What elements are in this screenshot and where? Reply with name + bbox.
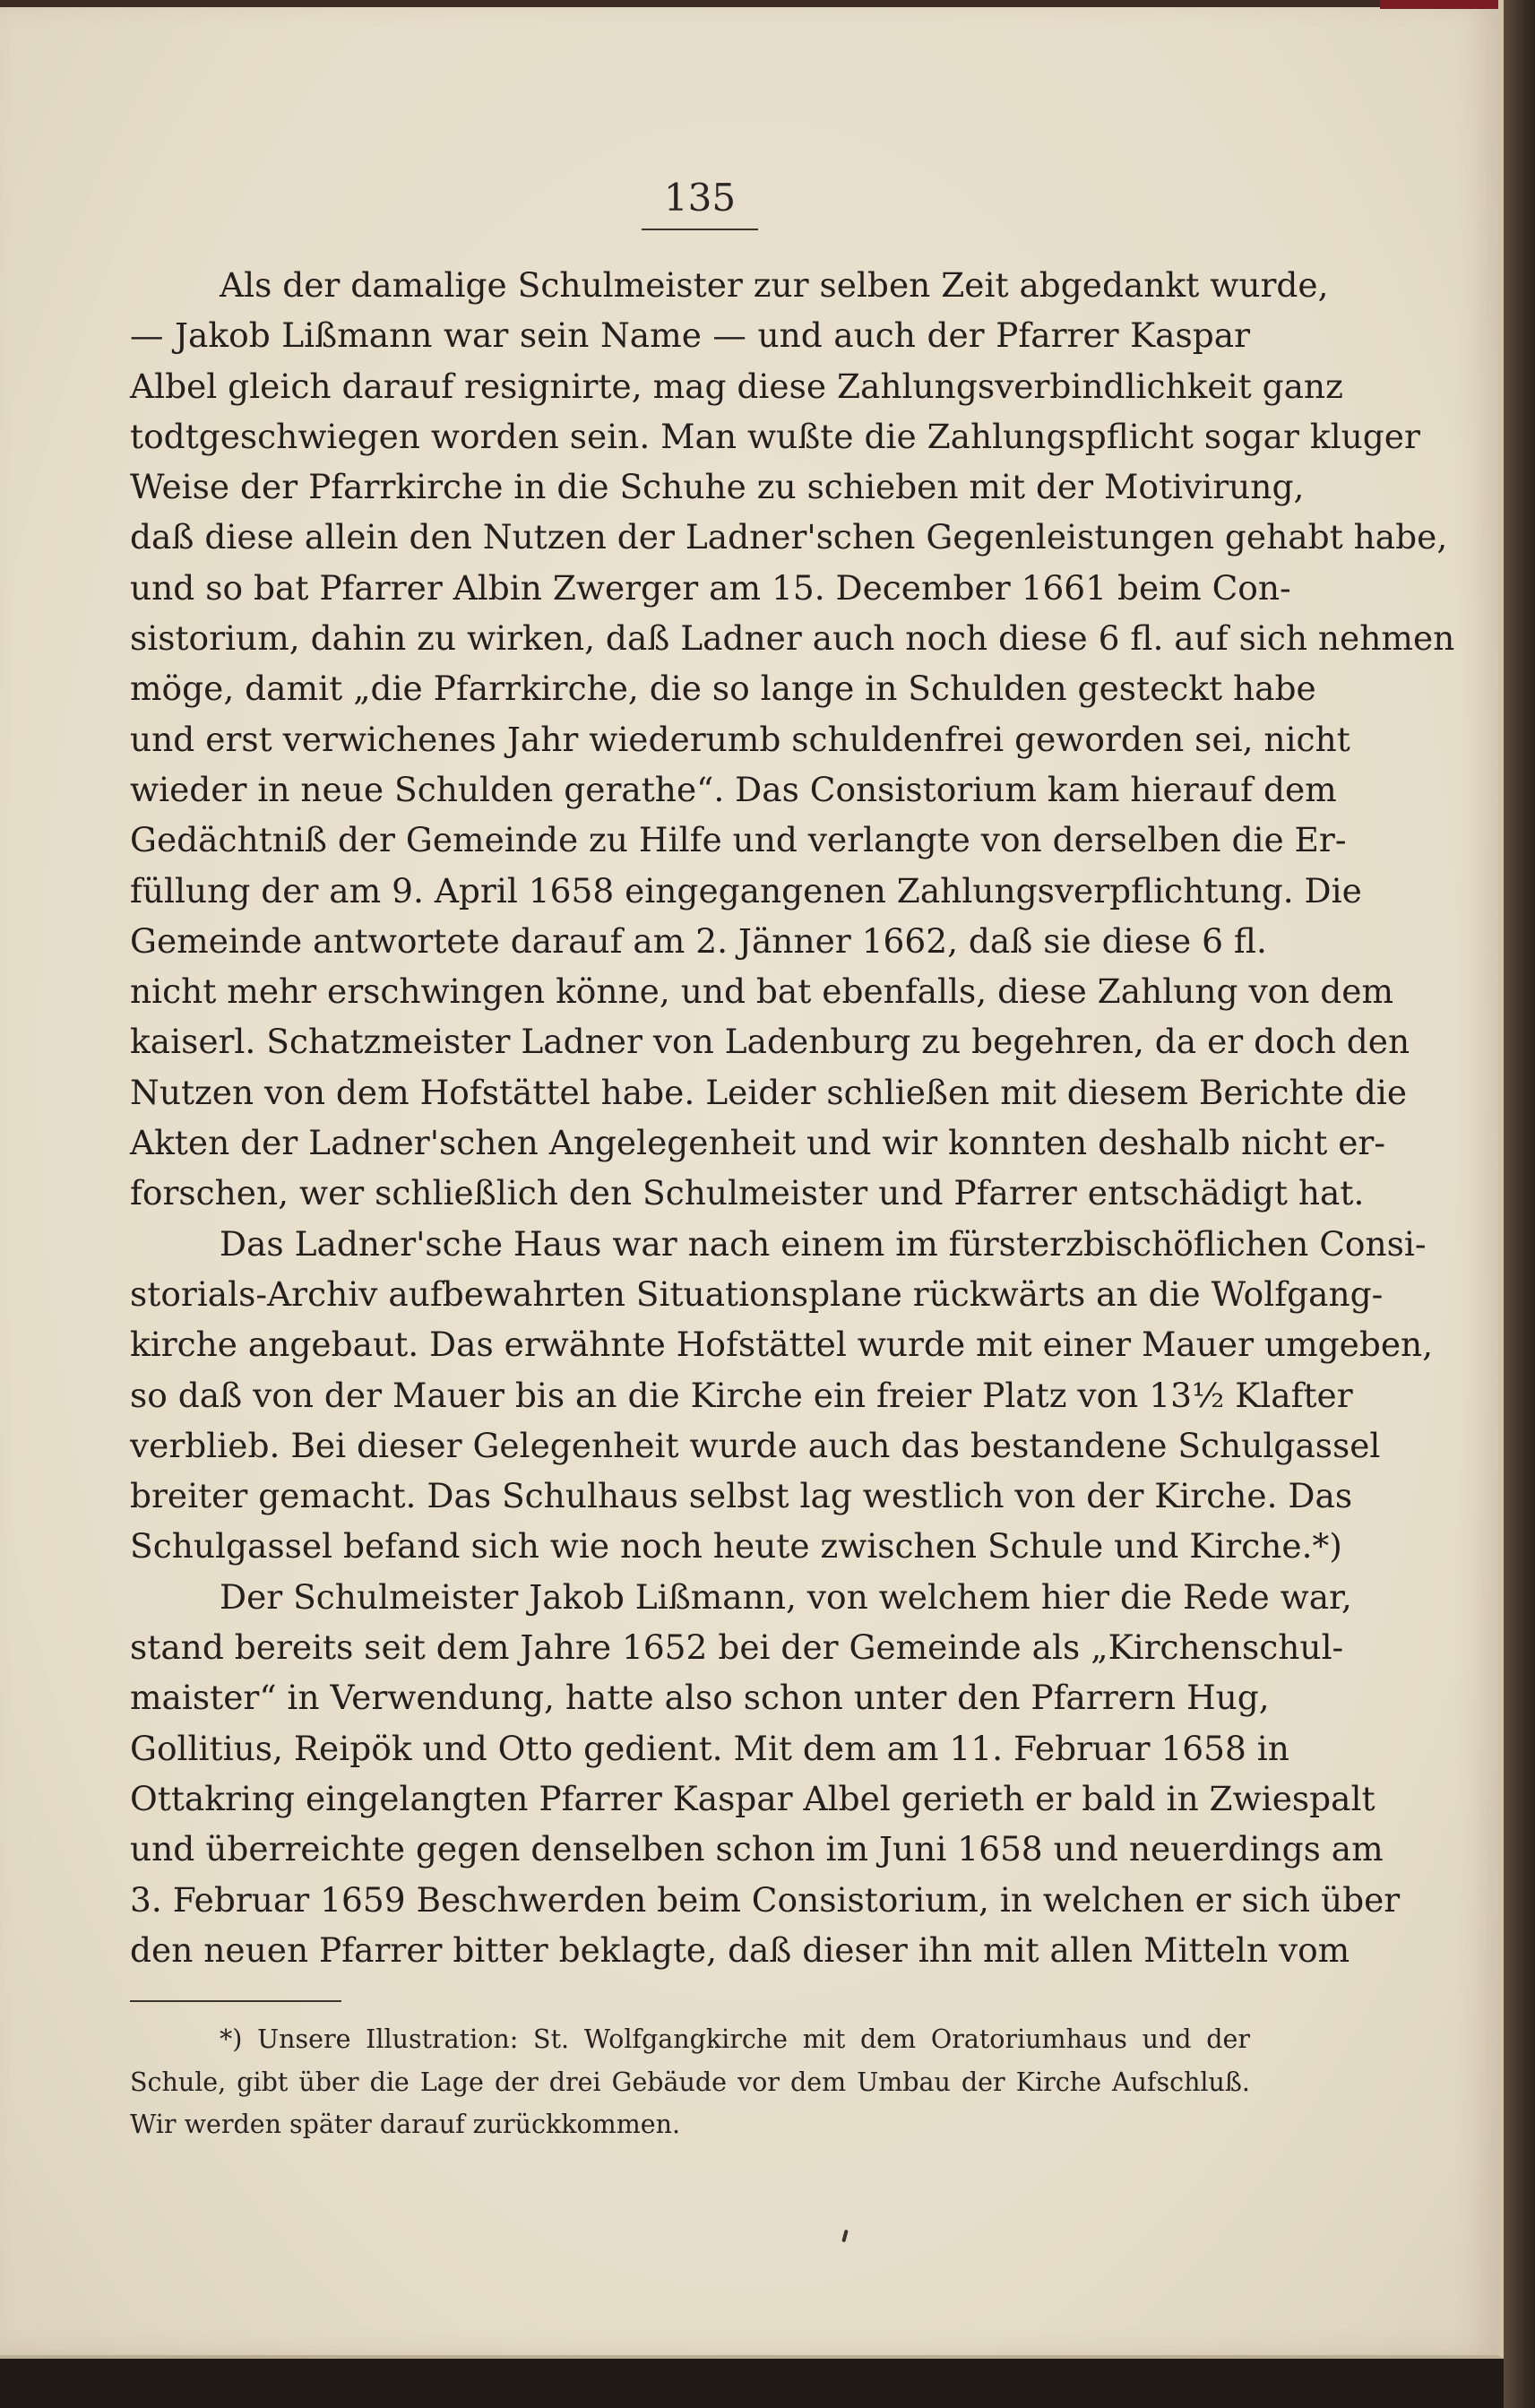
text-line: wieder in neue Schulden gerathe“. Das Consistorium kam hierauf dem bbox=[130, 769, 1337, 809]
text-line: Gollitius, Reipök und Otto gedient. Mit dem am 11. Februar 1658 in bbox=[130, 1728, 1289, 1768]
text-line: und überreichte gegen denselben schon im Juni 1658 und neuerdings am bbox=[130, 1829, 1384, 1869]
text-line: stand bereits seit dem Jahre 1652 bei der Gemeinde als „Kirchenschul- bbox=[130, 1627, 1344, 1668]
text-line: Akten der Ladner'schen Angelegenheit und wir konnten deshalb nicht er- bbox=[130, 1123, 1386, 1163]
text-line: storials-Archiv aufbewahrten Situationsplane rückwärts an die Wolfgang- bbox=[130, 1273, 1384, 1314]
footnote bbox=[130, 2018, 1250, 2146]
text-line: Schulgassel befand sich wie noch heute zwischen Schule und Kirche.*) bbox=[130, 1526, 1342, 1566]
text-line: Ottakring eingelangten Pfarrer Kaspar Albel gerieth er bald in Zwiespalt bbox=[130, 1778, 1375, 1818]
text-line: den neuen Pfarrer bitter beklagte, daß dieser ihn mit allen Mitteln vom bbox=[130, 1929, 1350, 1970]
body-text bbox=[130, 260, 1455, 1975]
book-spine-edge bbox=[1504, 0, 1535, 2408]
ink-speck bbox=[841, 2230, 848, 2243]
page-top-edge bbox=[0, 0, 1498, 7]
footnote-line: Wir werden später darauf zurückkommen. bbox=[130, 2110, 681, 2139]
text-line: breiter gemacht. Das Schulhaus selbst lag westlich von der Kirche. Das bbox=[130, 1476, 1353, 1516]
text-line: füllung der am 9. April 1658 eingegangenen Zahlungsverpflichtung. Die bbox=[130, 870, 1362, 911]
text-line: kaiserl. Schatzmeister Ladner von Ladenburg zu begehren, da er doch den bbox=[130, 1022, 1410, 1062]
footnote-line: Schule, gibt über die Lage der drei Gebäude vor dem Umbau der Kirche Aufschluß. bbox=[130, 2067, 1250, 2097]
text-line: Weise der Pfarrkirche in die Schuhe zu schieben mit der Motivirung, bbox=[130, 467, 1305, 507]
text-line: daß diese allein den Nutzen der Ladner'schen Gegenleistungen gehabt habe, bbox=[130, 517, 1448, 557]
text-line: so daß von der Mauer bis an die Kirche ein freier Platz von 13½ Klafter bbox=[130, 1375, 1353, 1415]
text-line: sistorium, dahin zu wirken, daß Ladner auch noch diese 6 fl. auf sich nehmen bbox=[130, 618, 1455, 659]
text-line: kirche angebaut. Das erwähnte Hofstättel wurde mit einer Mauer umgeben, bbox=[130, 1325, 1434, 1365]
text-line: Gemeinde antwortete darauf am 2. Jänner 1662, daß sie diese 6 fl. bbox=[130, 920, 1267, 961]
page-number: 135 bbox=[642, 176, 758, 230]
bookmark-ribbon-edge bbox=[1380, 0, 1498, 9]
text-line: nicht mehr erschwingen könne, und bat ebenfalls, diese Zahlung von dem bbox=[130, 971, 1394, 1012]
text-line: 3. Februar 1659 Beschwerden beim Consistorium, in welchen er sich über bbox=[130, 1879, 1401, 1920]
text-line: und so bat Pfarrer Albin Zwerger am 15. December 1661 beim Con- bbox=[130, 567, 1291, 608]
text-line: und erst verwichenes Jahr wiederumb schuldenfrei geworden sei, nicht bbox=[130, 719, 1350, 759]
text-line: — Jakob Lißmann war sein Name — und auch der Pfarrer Kaspar bbox=[130, 315, 1250, 356]
text-line: Nutzen von dem Hofstättel habe. Leider schließen mit diesem Berichte die bbox=[130, 1072, 1408, 1112]
text-line: möge, damit „die Pfarrkirche, die so lange in Schulden gesteckt habe bbox=[130, 669, 1316, 709]
text-line: Als der damalige Schulmeister zur selben Zeit abgedankt wurde, bbox=[220, 265, 1329, 305]
footnote-rule bbox=[130, 2000, 341, 2002]
text-line: maister“ in Verwendung, hatte also schon unter den Pfarrern Hug, bbox=[130, 1678, 1270, 1718]
text-line: forschen, wer schließlich den Schulmeister und Pfarrer entschädigt hat. bbox=[130, 1173, 1365, 1213]
text-line: Das Ladner'sche Haus war nach einem im fürsterzbischöflichen Consi- bbox=[220, 1223, 1427, 1264]
text-line: todtgeschwiegen worden sein. Man wußte die Zahlungspflicht sogar kluger bbox=[130, 416, 1420, 456]
text-line: Albel gleich darauf resignirte, mag diese Zahlungsverbindlichkeit ganz bbox=[130, 366, 1343, 406]
footnote-line: *) Unsere Illustration: St. Wolfgangkirche mit dem Oratoriumhaus und der bbox=[220, 2024, 1250, 2054]
text-line: verblieb. Bei dieser Gelegenheit wurde auch das bestandene Schulgassel bbox=[130, 1425, 1381, 1465]
text-line: Gedächtniß der Gemeinde zu Hilfe und verlangte von derselben die Er- bbox=[130, 820, 1347, 860]
text-line: Der Schulmeister Jakob Lißmann, von welchem hier die Rede war, bbox=[220, 1576, 1352, 1617]
